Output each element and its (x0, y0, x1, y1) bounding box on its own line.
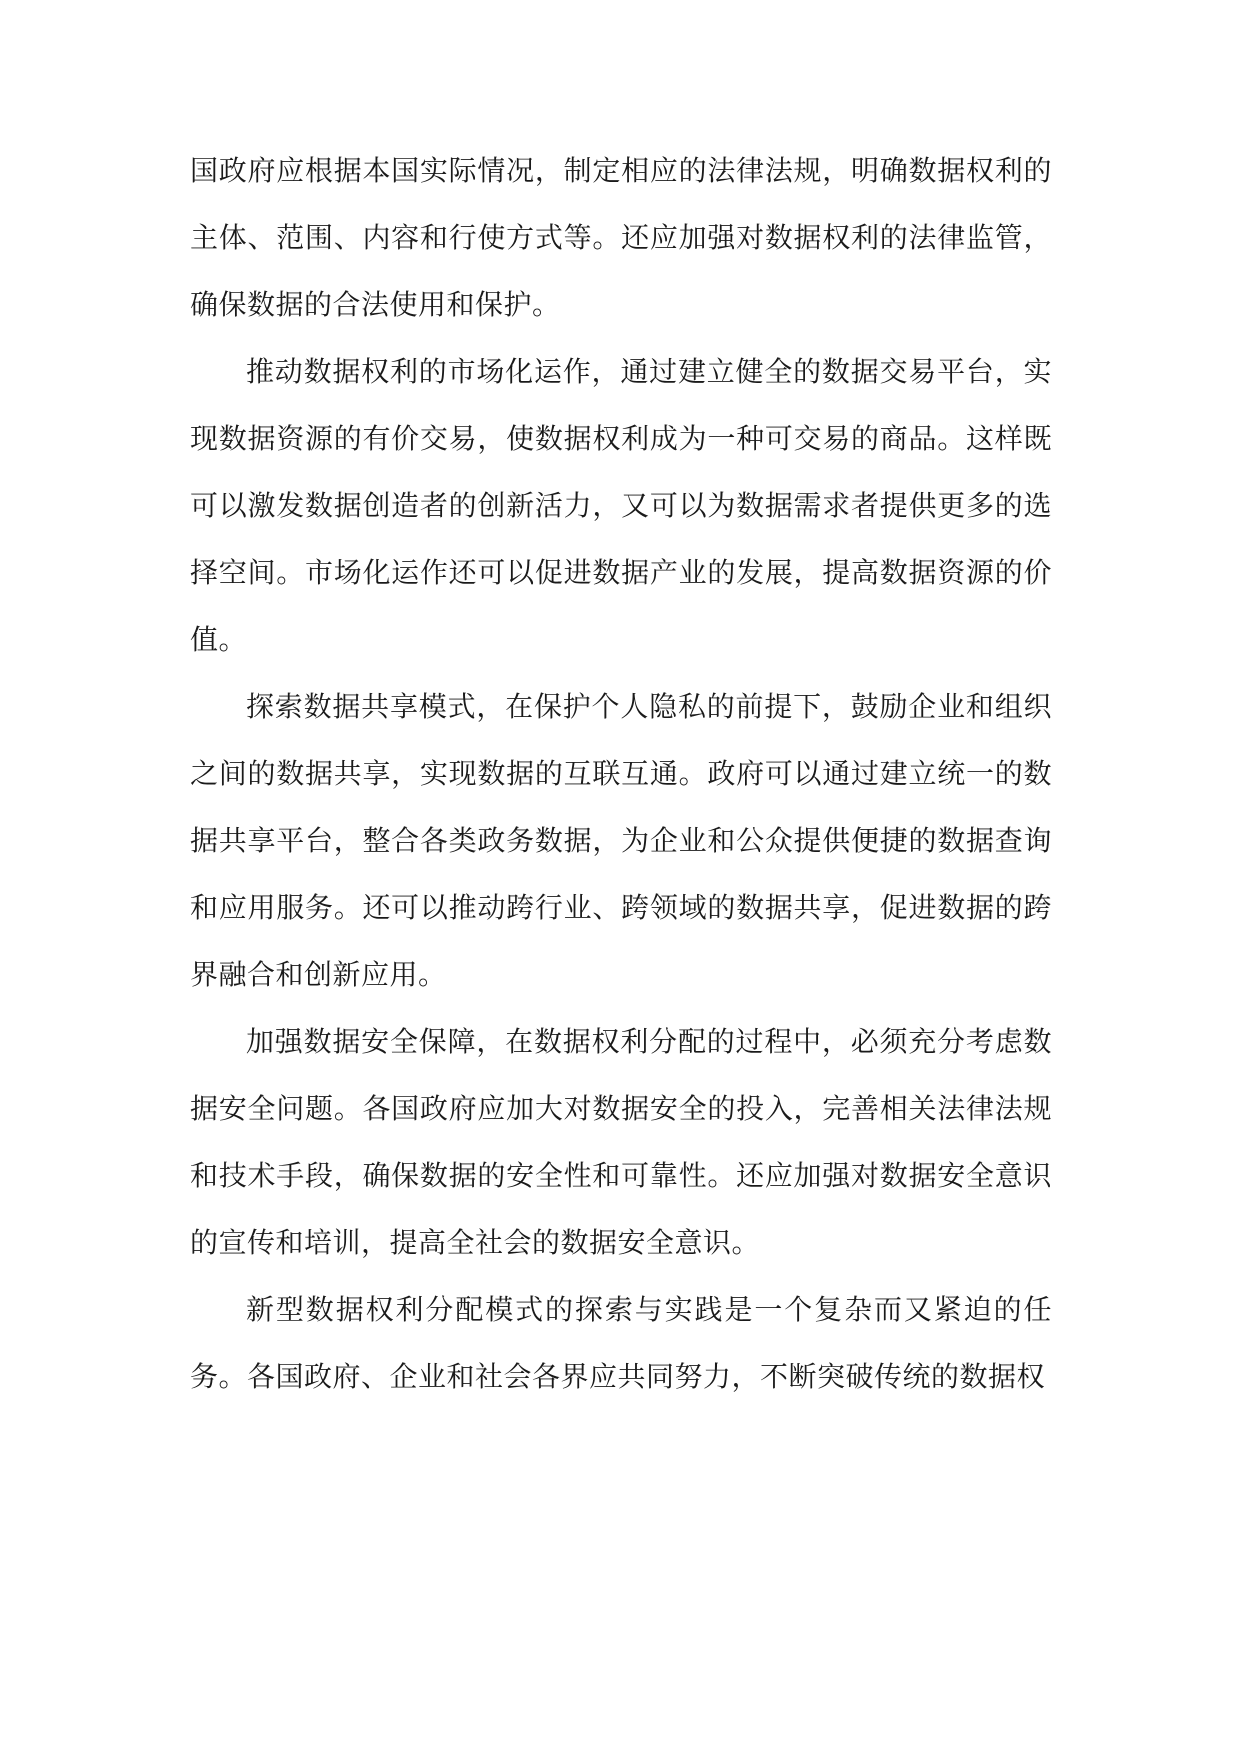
paragraph-5: 新型数据权利分配模式的探索与实践是一个复杂而又紧迫的任务。各国政府、企业和社会各界应共同努力，不断突破传统的数据权 (190, 1293, 1052, 1393)
paragraph-1: 国政府应根据本国实际情况，制定相应的法律法规，明确数据权利的主体、范围、内容和行使方式等。还应加强对数据权利的法律监管，确保数据的合法使用和保护。 (190, 154, 1052, 321)
paragraph-3: 探索数据共享模式，在保护个人隐私的前提下，鼓励企业和组织之间的数据共享，实现数据的互联互通。政府可以通过建立统一的数据共享平台，整合各类政务数据，为企业和公众提供便捷的数据查询和应用服务。还可以推动跨行业、跨领域的数据共享，促进数据的跨界融合和创新应用。 (190, 690, 1052, 991)
document-body (190, 137, 1052, 1410)
paragraph-2: 推动数据权利的市场化运作，通过建立健全的数据交易平台，实现数据资源的有价交易，使数据权利成为一种可交易的商品。这样既可以激发数据创造者的创新活力，又可以为数据需求者提供更多的选择空间。市场化运作还可以促进数据产业的发展，提高数据资源的价值。 (190, 355, 1052, 656)
paragraph-4: 加强数据安全保障，在数据权利分配的过程中，必须充分考虑数据安全问题。各国政府应加大对数据安全的投入，完善相关法律法规和技术手段，确保数据的安全性和可靠性。还应加强对数据安全意识的宣传和培训，提高全社会的数据安全意识。 (190, 1025, 1052, 1259)
